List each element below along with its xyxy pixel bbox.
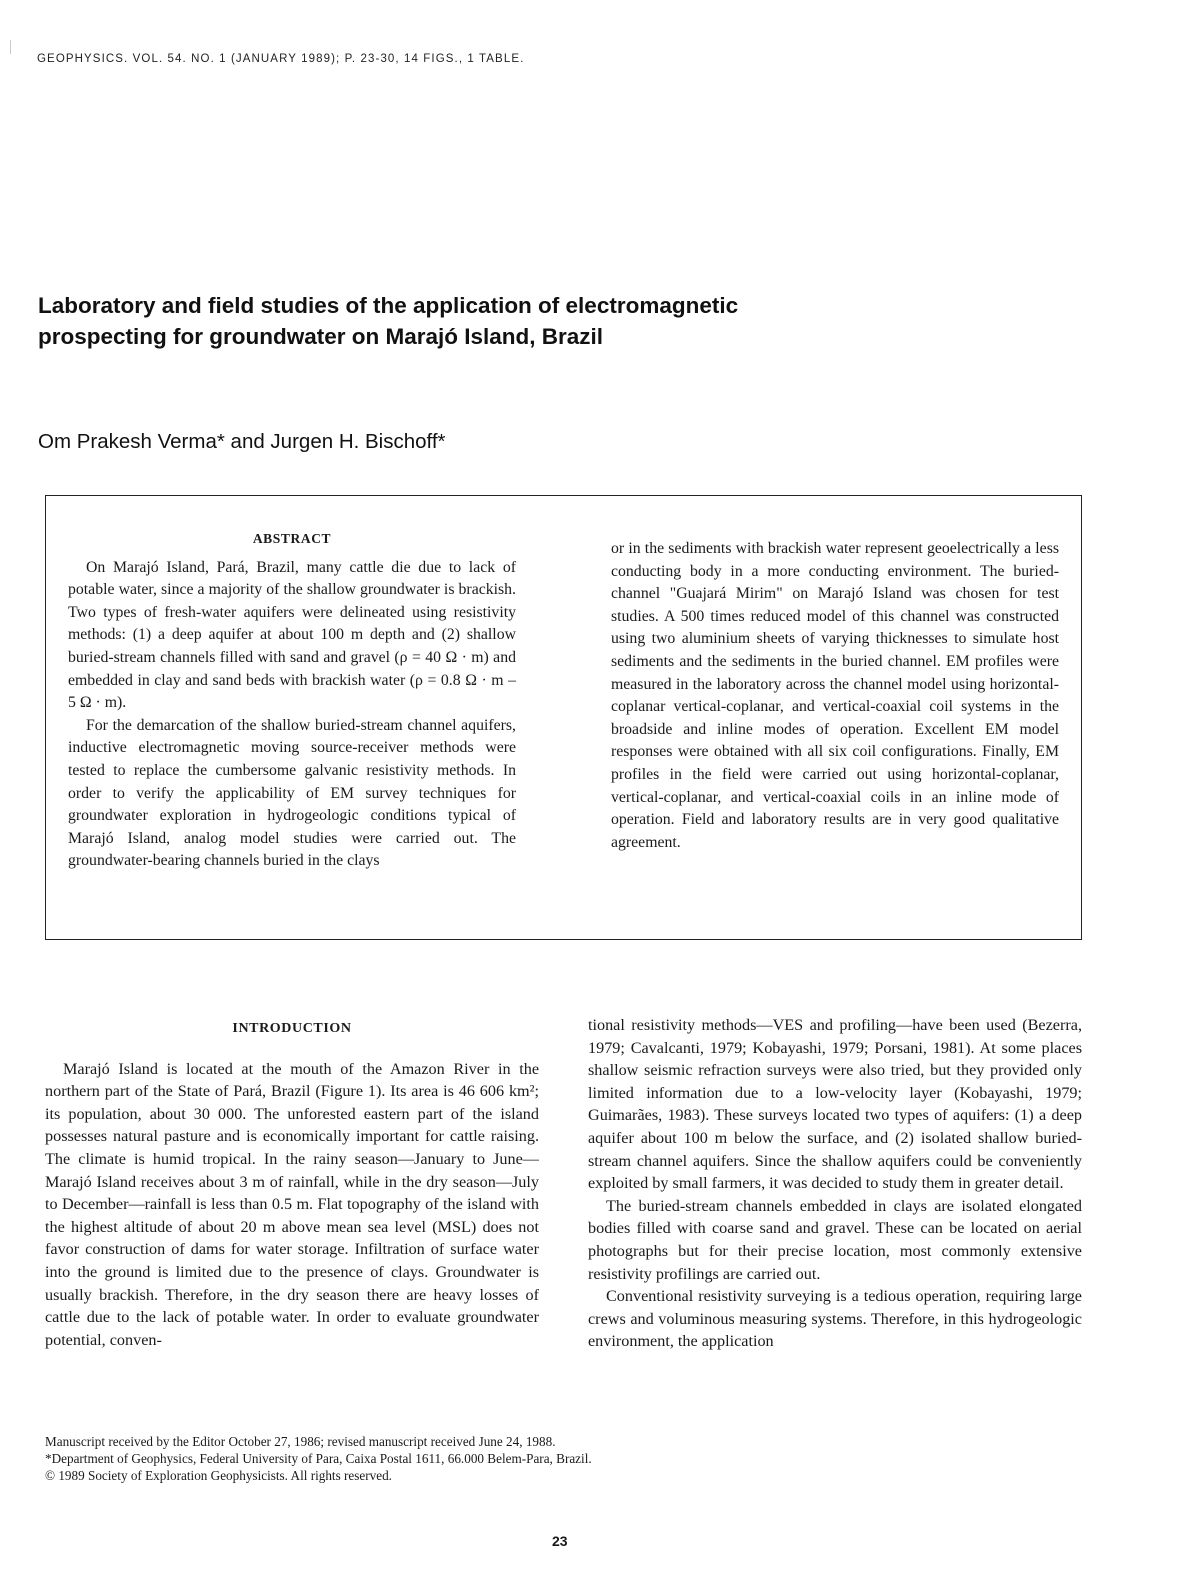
footnotes bbox=[45, 1433, 945, 1484]
page-number: 23 bbox=[552, 1533, 568, 1549]
abstract-right-column bbox=[611, 538, 1059, 854]
introduction-paragraph-3: The buried-stream channels embedded in clays are isolated elongated bodies filled with coarse sand and gravel. These can be located on aerial photographs but for their precise location, most commonly extensive resistivity profilings are carried out. bbox=[588, 1196, 1082, 1283]
abstract-box bbox=[45, 495, 1082, 940]
journal-citation-header: GEOPHYSICS. VOL. 54. NO. 1 (JANUARY 1989); P. 23-30, 14 FIGS., 1 TABLE. bbox=[37, 53, 525, 65]
footnote-received: Manuscript received by the Editor October 27, 1986; revised manuscript received June 24, 1988. bbox=[45, 1434, 556, 1449]
introduction-paragraph-2: tional resistivity methods—VES and profiling—have been used (Bezerra, 1979; Cavalcanti, 1979; Kobayashi, 1979; Porsani, 1981). At some places shallow seismic refraction surveys were also tried, but they provided only limited information due to a low-velocity layer (Kobayashi, 1979; Guimarães, 1983). These surveys located two types of aquifers: (1) a deep aquifer about 100 m below the surface, and (2) isolated shallow buried-stream channel aquifers. Since the shallow aquifers could be conveniently exploited by small farmers, it was decided to study them in greater detail. bbox=[588, 1016, 1082, 1193]
scan-margin-mark bbox=[10, 40, 11, 54]
abstract-paragraph-2: For the demarcation of the shallow buried-stream channel aquifers, inductive electromagnetic moving source-receiver methods were tested to replace the cumbersome galvanic resistivity methods. In order to verify the applicability of EM survey techniques for groundwater exploration in hydrogeologic conditions typical of Marajó Island, analog model studies were carried out. The groundwater-bearing channels buried in the clays bbox=[68, 716, 516, 870]
abstract-paragraph-3: or in the sediments with brackish water represent geoelectrically a less conducting body in a more conducting environment. The buried-channel "Guajará Mirim" on Marajó Island was chosen for test studies. A 500 times reduced model of this channel was constructed using two aluminium sheets of varying thicknesses to simulate host sediments and the sediments in the buried channel. EM profiles were measured in the laboratory across the channel model using horizontal-coplanar vertical-coplanar, and vertical-coaxial coil systems in the broadside and inline modes of operation. Excellent EM model responses were obtained with all six coil configurations. Finally, EM profiles in the field were carried out using horizontal-coplanar, vertical-coplanar, and vertical-coaxial coils in an inline mode of operation. Field and laboratory results are in very good qualitative agreement. bbox=[611, 540, 1059, 851]
abstract-heading: ABSTRACT bbox=[252, 531, 332, 546]
paper-title-line-1: Laboratory and field studies of the application of electromagnetic bbox=[38, 293, 739, 318]
introduction-heading: INTRODUCTION bbox=[232, 1021, 352, 1036]
paper-title bbox=[38, 290, 1038, 352]
author-line: Om Prakesh Verma* and Jurgen H. Bischoff* bbox=[38, 430, 446, 453]
footnote-affiliation: *Department of Geophysics, Federal University of Para, Caixa Postal 1611, 66.000 Belem-Para, Brazil. bbox=[45, 1451, 592, 1466]
body-left-column bbox=[45, 1018, 539, 1351]
abstract-left-column bbox=[68, 528, 516, 873]
footnote-copyright: © 1989 Society of Exploration Geophysicists. All rights reserved. bbox=[45, 1468, 392, 1483]
abstract-paragraph-1: On Marajó Island, Pará, Brazil, many cattle die due to lack of potable water, since a majority of the shallow groundwater is brackish. Two types of fresh-water aquifers were delineated using resistivity methods: (1) a deep aquifer at about 100 m depth and (2) shallow buried-stream channels filled with sand and gravel (ρ = 40 Ω · m) and embedded in clay and sand beds with brackish water (ρ = 0.8 Ω · m – 5 Ω · m). bbox=[68, 558, 516, 712]
paper-title-line-2: prospecting for groundwater on Marajó Island, Brazil bbox=[38, 324, 604, 349]
introduction-paragraph-4: Conventional resistivity surveying is a tedious operation, requiring large crews and voluminous measuring systems. Therefore, in this hydrogeologic environment, the application bbox=[588, 1287, 1082, 1351]
introduction-paragraph-1: Marajó Island is located at the mouth of the Amazon River in the northern part of the State of Pará, Brazil (Figure 1). Its area is 46 606 km²; its population, about 30 000. The unforested eastern part of the island possesses natural pasture and is economically important for cattle raising. The climate is humid tropical. In the rainy season—January to June—Marajó Island receives about 3 m of rainfall, while in the dry season—July to December—rainfall is less than 0.5 m. Flat topography of the island with the highest altitude of about 20 m above mean sea level (MSL) does not favor construction of dams for water storage. Infiltration of surface water into the ground is limited due to the presence of clays. Groundwater is usually brackish. Therefore, in the dry season there are heavy losses of cattle due to the lack of potable water. In order to evaluate groundwater potential, conven- bbox=[45, 1059, 539, 1349]
body-right-column bbox=[588, 1014, 1082, 1353]
